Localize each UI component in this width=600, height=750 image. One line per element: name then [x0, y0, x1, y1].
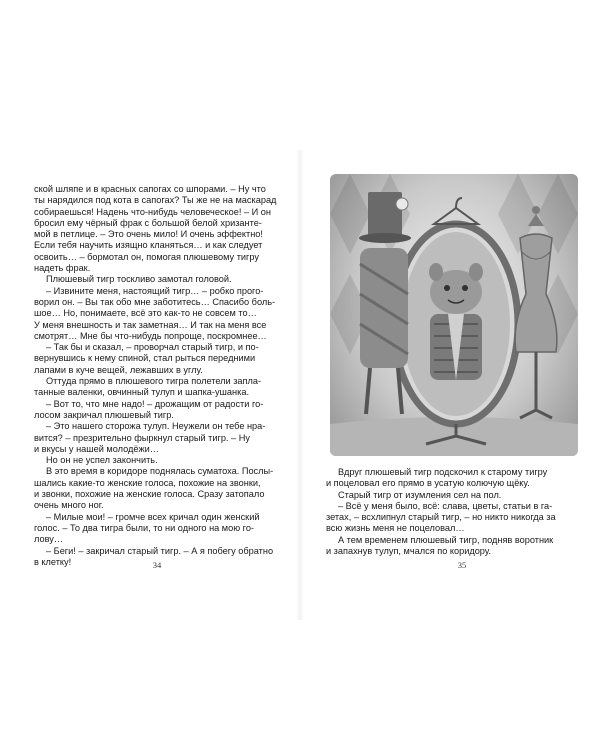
left-page-text-line: вернувшись к нему спиной, стал рыться передними [34, 353, 256, 364]
right-page-text-line: А тем временем плюшевый тигр, подняв воротник [338, 534, 554, 545]
left-page-number: 34 [152, 560, 162, 570]
right-page-number: 35 [457, 560, 467, 570]
left-page-text-line: ты нарядился под кота в сапогах? Ты же не на маскарад [34, 195, 277, 206]
left-page-text-line: Если тебя научить изящно кланяться… и как следует [34, 240, 263, 251]
left-page-text-line: У меня внешность и так заметная… И так на меня все [34, 319, 267, 330]
left-page-text-line: смотрят… Мне бы что-нибудь попроще, поскромнее… [34, 330, 267, 341]
right-page-text-line: и запахнув тулуп, мчался по коридору. [326, 546, 492, 557]
left-page-text-line: ской шляпе и в красных сапогах со шпорами. – Ну что [34, 184, 266, 194]
left-page-text-line: Но он не успел закончить. [46, 455, 158, 466]
right-page-text-line: зетах, – всхлипнул старый тигр, – но никто никогда за [326, 512, 556, 523]
left-page-text-line: – Милые мои! – громче всех кричал один женский [46, 511, 260, 522]
illustration-drawing [330, 174, 578, 456]
left-page-text-line: Оттуда прямо в плюшевого тигра полетели запла- [46, 376, 262, 387]
left-page-text-line: танные валенки, овчинный тулуп и шапка-ушанка. [34, 387, 249, 398]
left-page-text-line: – Беги! – закричал старый тигр. – А я побегу обратно [46, 545, 274, 556]
left-page-text-line: и вкусы у нашей молодёжи… [34, 443, 159, 454]
left-page-text-line: лапами в куче вещей, лежавших в углу. [34, 364, 203, 375]
left-page-text-line: шались какие-то женские голоса, похожие на звонки, [34, 477, 261, 488]
left-page-text-line: надеть фрак. [34, 263, 91, 274]
left-page-text-line: вится? – презрительно фыркнул старый тигр. – Ну [34, 432, 250, 443]
right-page-text-line: и поцеловал его прямо в усатую колючую щёку. [326, 478, 530, 489]
right-page-text [326, 467, 582, 557]
dress-form [515, 206, 557, 418]
left-page-text-line: – Так бы и сказал, – проворчал старый тигр, и по- [46, 342, 259, 353]
left-page-text-line: лосом закричал плюшевый тигр. [34, 409, 174, 420]
right-page-text-line: Вдруг плюшевый тигр подскочил к старому тигру [338, 467, 548, 477]
reflected-tiger [429, 263, 483, 380]
left-page-text-line: – Вот то, что мне надо! – дрожащим от радости го- [46, 398, 264, 409]
left-page-text-line: и звонки, похожие на женские голоса. Сразу затопало [34, 489, 265, 500]
left-page-text-line: голос. – То два тигра были, то ни одного на мою го- [34, 522, 254, 533]
right-page-text-line: Старый тигр от изумления сел на пол. [338, 489, 502, 500]
left-page-text-line: – Это нашего сторожа тулуп. Неужели он тебе нра- [46, 421, 266, 432]
left-page-text-line: Плюшевый тигр тоскливо замотал головой. [46, 274, 232, 285]
left-page-text-line: шое… Но, понимаете, всё это как-то не совсем то… [34, 308, 257, 319]
tigers-at-mirror-illustration [330, 174, 578, 456]
right-page [300, 0, 600, 750]
left-page-text [34, 184, 278, 568]
right-page-text-line: – Всё у меня было, всё: слава, цветы, статьи в га- [338, 500, 553, 511]
left-page-text-line: В это время в коридоре поднялась суматоха. Послы- [46, 466, 274, 477]
right-page-text-line: всю жизнь меня не поцеловал… [326, 523, 465, 534]
left-page-text-line: очень много ног. [34, 500, 104, 511]
left-page-text-line: бросил ему чёрный фрак с большой белой хризанте- [34, 217, 262, 228]
left-page-text-line: – Извините меня, настоящий тигр… – робко прого- [46, 285, 264, 296]
left-page-text-line: лову… [34, 534, 64, 545]
left-page-text-line: ворил он. – Вы так обо мне заботитесь… Спасибо боль- [34, 296, 276, 307]
left-page-text-line: освоить… – бормотал он, помогая плюшевому тигру [34, 251, 259, 262]
left-page-text-line: в клетку! [34, 556, 72, 567]
left-page-text-line: мой в петлице. – Это очень мило! И очень эффектно! [34, 229, 263, 240]
left-page-text-line: собираешься! Надень что-нибудь человеческое! – И он [34, 206, 271, 217]
